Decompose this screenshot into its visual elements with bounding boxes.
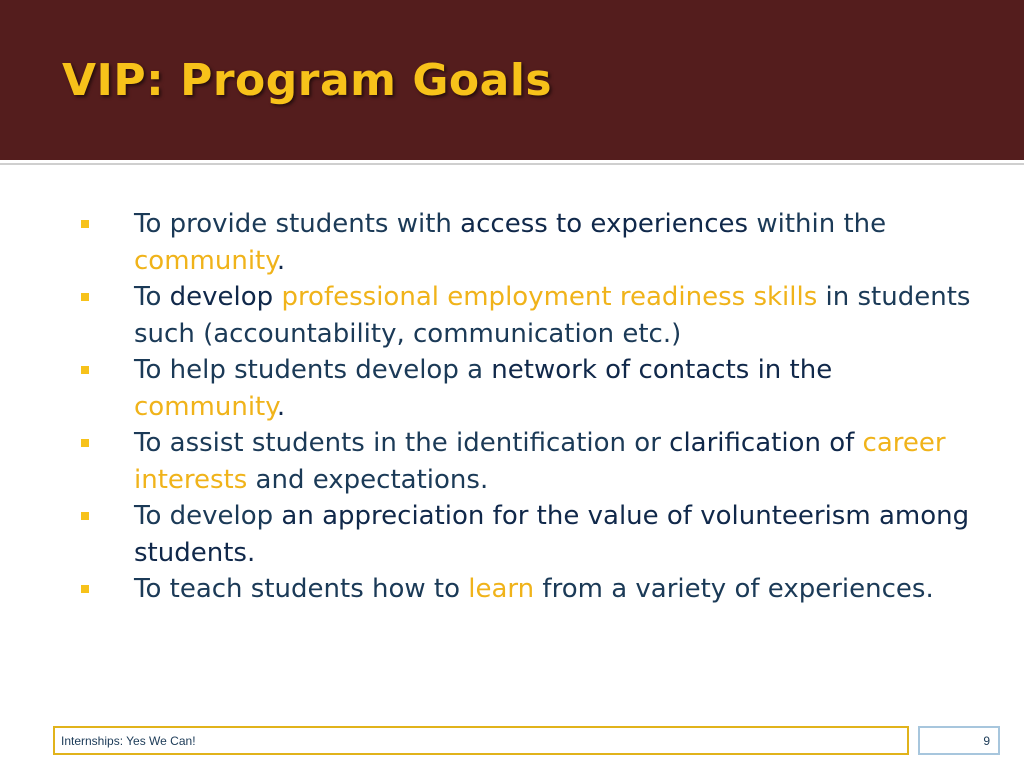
bullet-item xyxy=(76,279,976,352)
bullet-text xyxy=(134,501,969,568)
text-run: from a variety of experiences. xyxy=(534,574,934,604)
text-run-emphasis: . xyxy=(276,391,286,422)
title-bar xyxy=(0,0,1024,160)
text-run-emphasis: network of contacts in the xyxy=(491,355,833,385)
text-run-highlight: community xyxy=(134,391,277,422)
text-run: To provide students with xyxy=(134,209,461,239)
bullet-marker-icon xyxy=(81,512,89,520)
bullet-text xyxy=(134,574,934,604)
text-run-emphasis: access to experiences xyxy=(460,209,749,239)
text-run: within the xyxy=(748,209,887,239)
bullet-marker-icon xyxy=(81,220,89,228)
bullet-text xyxy=(134,282,970,349)
page-number: 9 xyxy=(983,734,990,748)
text-run-emphasis: develop xyxy=(169,282,274,312)
text-run: To develop xyxy=(134,501,282,531)
text-run: To teach students how to xyxy=(134,574,469,604)
text-run-highlight: professional employment readiness skills xyxy=(281,282,818,312)
bullet-item xyxy=(76,352,976,425)
footer-text: Internships: Yes We Can! xyxy=(61,734,196,748)
bullet-item xyxy=(76,498,976,571)
bullet-marker-icon xyxy=(81,293,89,301)
text-run: To assist students in the identification or xyxy=(134,428,670,458)
bullet-text xyxy=(134,355,832,422)
bullet-item xyxy=(76,425,976,498)
bullet-item xyxy=(76,206,976,279)
title-divider xyxy=(0,160,1024,165)
text-run-emphasis: clarification of xyxy=(669,428,863,458)
text-run-highlight: learn xyxy=(468,574,535,604)
bullet-text xyxy=(134,428,946,495)
text-run: and expectations. xyxy=(247,464,489,495)
text-run: in students such (accountability, communication etc.) xyxy=(134,282,971,349)
text-run: To help students develop a xyxy=(134,355,492,385)
footer-bar xyxy=(53,726,909,755)
page-number-box xyxy=(918,726,1000,755)
text-run-highlight: career interests xyxy=(134,428,946,495)
bullet-marker-icon xyxy=(81,366,89,374)
bullet-item xyxy=(76,571,976,608)
text-run-highlight: community xyxy=(134,245,277,276)
text-run-emphasis: . xyxy=(276,245,286,276)
bullet-marker-icon xyxy=(81,585,89,593)
bullet-text xyxy=(134,209,886,276)
bullet-list xyxy=(76,206,976,608)
bullet-marker-icon xyxy=(81,439,89,447)
slide-title: VIP: Program Goals xyxy=(62,55,553,106)
text-run-emphasis: an appreciation for the value of volunteerism among students. xyxy=(134,501,970,568)
text-run: To xyxy=(134,282,170,312)
